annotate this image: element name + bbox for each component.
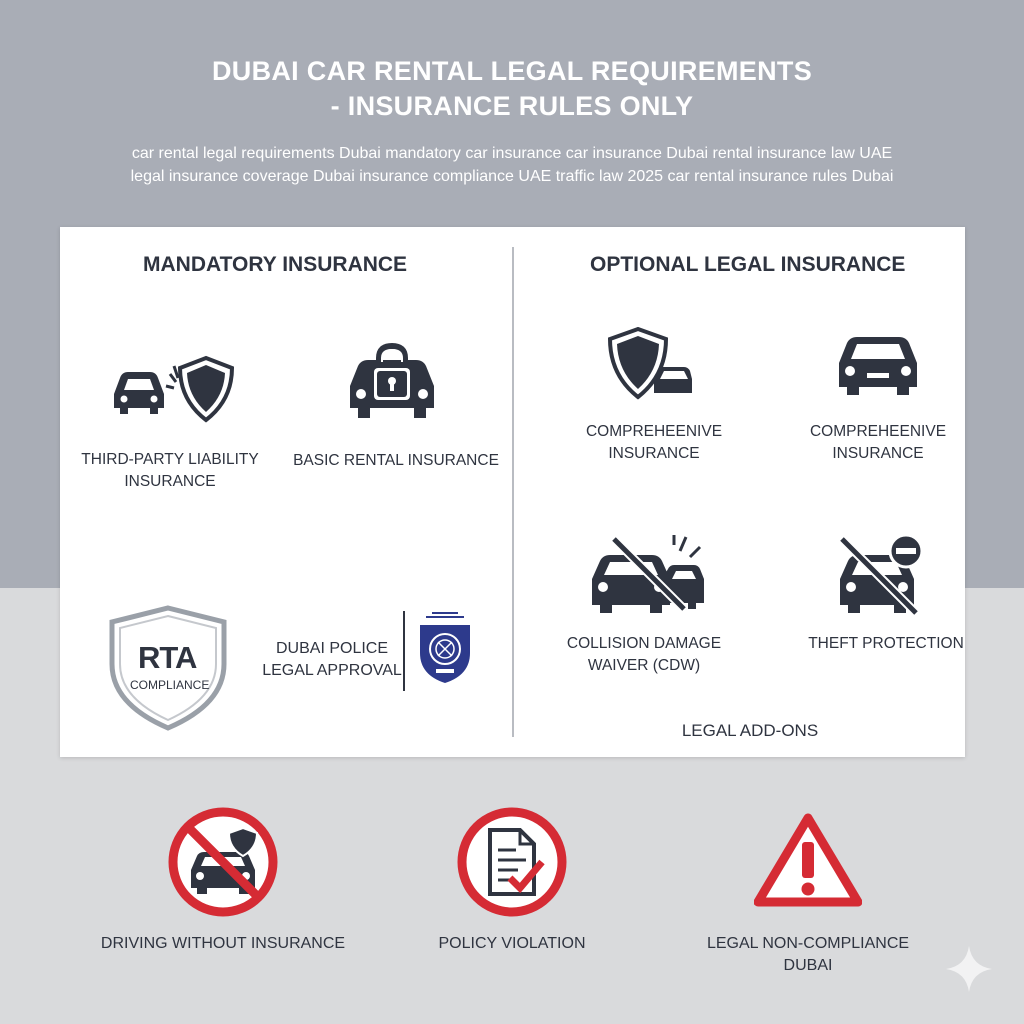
mandatory-heading: MANDATORY INSURANCE (143, 253, 408, 276)
theft-protection-label: THEFT PROTECTION (808, 635, 964, 652)
no-insurance-icon (167, 806, 279, 918)
panel-divider (512, 247, 514, 737)
rta-logo-text: RTA (138, 640, 197, 675)
policy-violation-icon (456, 806, 568, 918)
sparkle-icon (944, 944, 994, 994)
page-title (0, 54, 1024, 124)
insurance-panel (60, 227, 965, 757)
collision-damage-waiver-label: COLLISION DAMAGE WAIVER (CDW) (566, 635, 722, 674)
car-lock-icon (346, 342, 438, 422)
title-line-2: - INSURANCE RULES ONLY (330, 91, 694, 121)
dubai-police-emblem-icon (414, 611, 476, 687)
policy-violation-label: POLICY VIOLATION (438, 935, 586, 952)
basic-rental-insurance-label: BASIC RENTAL INSURANCE (293, 452, 499, 469)
comprehensive-insurance-label-1: COMPREHEENIVE INSURANCE (585, 423, 723, 462)
warning-icon (754, 812, 862, 908)
driving-without-insurance-label: DRIVING WITHOUT INSURANCE (100, 935, 346, 952)
keywords-line-2: legal insurance coverage Dubai insurance compliance UAE traffic law 2025 car rental insurance rules Dubai (130, 168, 894, 185)
police-separator (403, 611, 405, 691)
title-line-1: DUBAI CAR RENTAL LEGAL REQUIREMENTS (211, 56, 813, 86)
comprehensive-insurance-label-2: COMPREHEENIVE INSURANCE (809, 423, 947, 462)
keywords-line-1: car rental legal requirements Dubai mandatory car insurance car insurance Dubai rental insurance law UAE (131, 145, 893, 162)
car-icon (835, 333, 921, 397)
legal-non-compliance-label: LEGAL NON-COMPLIANCE DUBAI (706, 935, 910, 974)
legal-addons-label: LEGAL ADD-ONS (681, 721, 819, 740)
optional-heading: OPTIONAL LEGAL INSURANCE (590, 253, 906, 276)
rta-compliance-text: COMPLIANCE (130, 678, 210, 692)
shield-car-icon (608, 327, 692, 401)
theft-car-icon (836, 533, 926, 619)
dubai-police-approval-label: DUBAI POLICE LEGAL APPROVAL (262, 640, 402, 679)
keyword-tags (0, 142, 1024, 188)
car-shield-icon (108, 352, 236, 428)
collision-car-icon (588, 533, 708, 619)
third-party-liability-label: THIRD-PARTY LIABILITY INSURANCE (81, 451, 259, 490)
